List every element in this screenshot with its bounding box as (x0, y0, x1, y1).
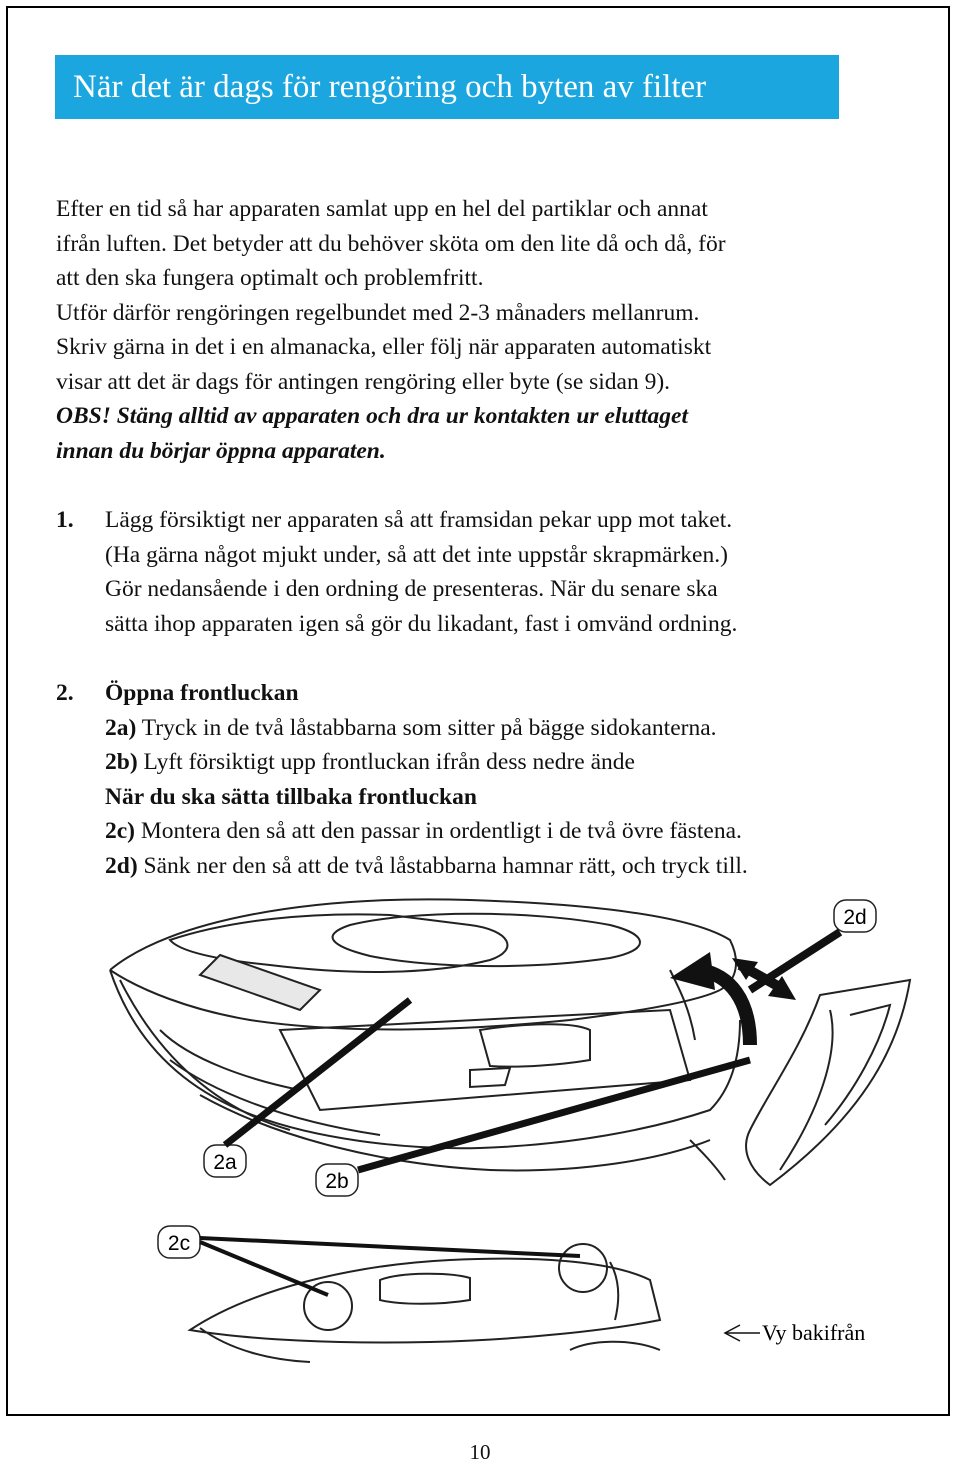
page-title: När det är dags för rengöring och byten av filter (55, 55, 839, 119)
callout-2b: 2b (325, 1170, 349, 1193)
substep-2c: 2c) Montera den så att den passar in ordentligt i de två övre fästena. (105, 818, 742, 844)
device-drawing (110, 899, 740, 1180)
intro-line: ifrån luften. Det betyder att du behöver sköta om den lite då och då, för (56, 230, 726, 257)
step-subheading: När du ska sätta tillbaka frontluckan (105, 783, 477, 810)
page-number: 10 (469, 1440, 491, 1464)
warning-line: innan du börjar öppna apparaten. (56, 437, 386, 464)
leader-2d (750, 932, 840, 990)
substep-2b: 2b) Lyft försiktigt upp frontluckan ifrån dess nedre ände (105, 749, 635, 775)
front-hatch-drawing (746, 980, 910, 1185)
intro-text (56, 192, 916, 468)
leader-2c-left (200, 1242, 328, 1295)
leader-2c-right (200, 1238, 580, 1256)
step-line: (Ha gärna något mjukt under, så att det inte uppstår skrapmärken.) (105, 541, 728, 568)
step-line: Lägg försiktigt ner apparaten så att framsidan pekar upp mot taket. (105, 507, 733, 533)
substep-2a: 2a) Tryck in de två låstabbarna som sitter på bägge sidokanterna. (105, 714, 717, 741)
step-line: sätta ihop apparaten igen så gör du likadant, fast i omvänd ordning. (105, 610, 738, 637)
callout-2d: 2d (843, 906, 867, 929)
step-heading: Öppna frontluckan (105, 680, 299, 706)
rear-view-drawing (190, 1244, 660, 1362)
step-line: Gör nedansående i den ordning de presenteras. När du senare ska (105, 576, 718, 602)
step-number: 1. (56, 507, 74, 533)
intro-line: Efter en tid så har apparaten samlat upp en hel del partiklar och annat (56, 196, 708, 222)
step-number: 2. (56, 680, 74, 706)
intro-line: Skriv gärna in det i en almanacka, eller följ när apparaten automatiskt (56, 334, 712, 360)
device-illustration (50, 880, 930, 1390)
substep-2d: 2d) Sänk ner den så att de två låstabbarna hamnar rätt, och tryck till. (105, 852, 748, 879)
intro-line: visar att det är dags för antingen rengöring eller byte (se sidan 9). (56, 368, 671, 395)
intro-line: att den ska fungera optimalt och problemfritt. (56, 265, 484, 291)
step-2 (56, 676, 926, 883)
rear-view-label: Vy bakifrån (762, 1320, 866, 1345)
callout-2c: 2c (167, 1232, 191, 1255)
callout-2a: 2a (213, 1151, 237, 1174)
intro-line: Utför därför rengöringen regelbundet med 2-3 månaders mellanrum. (56, 299, 700, 326)
warning-line: OBS! Stäng alltid av apparaten och dra ur kontakten ur eluttaget (56, 403, 688, 429)
step-1 (56, 503, 926, 641)
